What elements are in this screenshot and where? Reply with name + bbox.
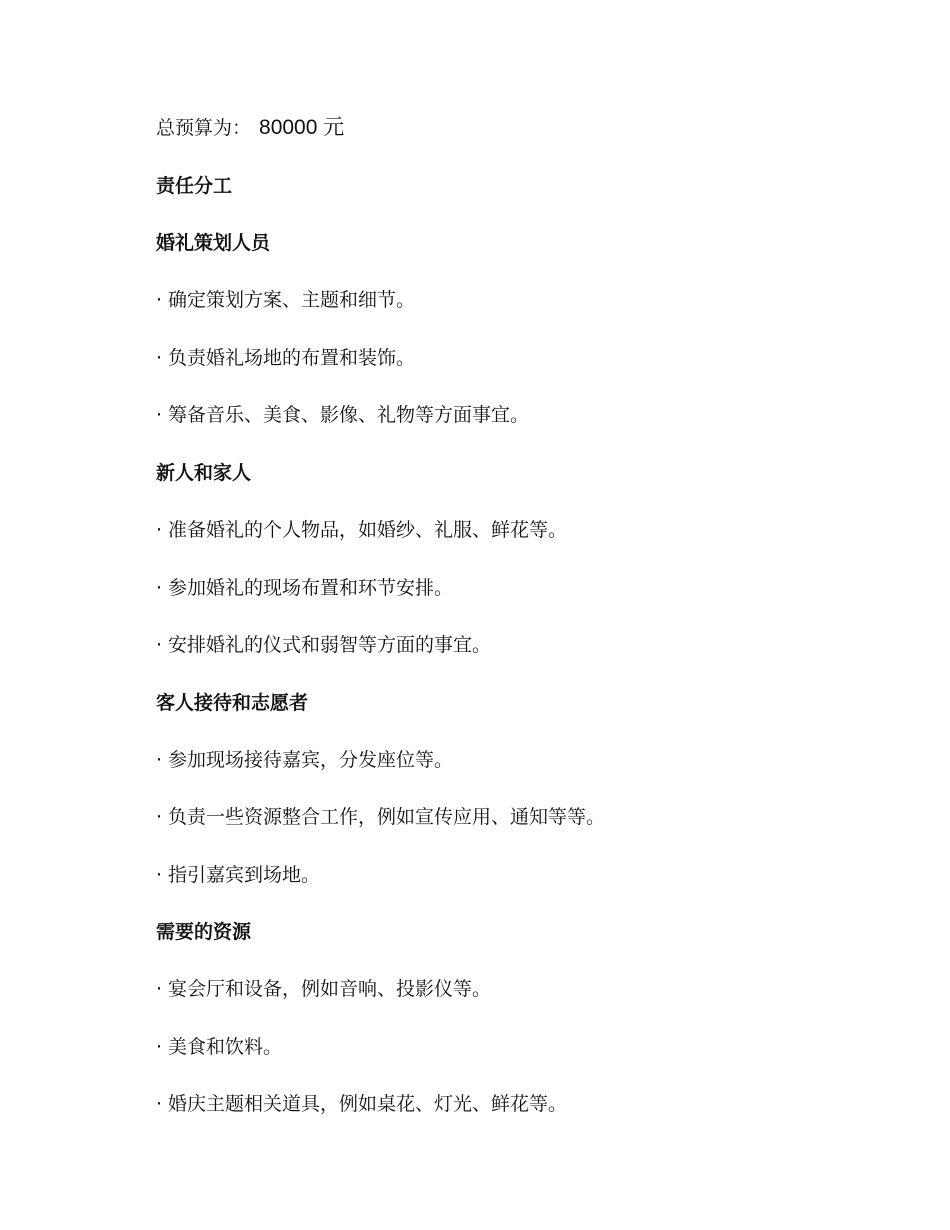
bullet: ·	[156, 519, 163, 541]
budget-value: 80000 元	[259, 116, 345, 139]
list-item	[156, 288, 415, 312]
list-item	[156, 863, 320, 887]
section-heading-planners: 婚礼策划人员	[156, 232, 271, 254]
section-heading-resources: 需要的资源	[156, 921, 252, 943]
list-item-text: 准备婚礼的个人物品，如婚纱、礼服、鲜花等。	[168, 519, 568, 541]
section-heading-guests-volunteers: 客人接待和志愿者	[156, 692, 309, 714]
bullet: ·	[156, 864, 163, 886]
section-heading-couple-family: 新人和家人	[156, 462, 252, 484]
list-item	[156, 977, 491, 1001]
bullet: ·	[156, 806, 163, 828]
budget-label: 总预算为：	[156, 117, 252, 139]
list-item	[156, 1035, 282, 1059]
bullet: ·	[156, 404, 163, 426]
bullet: ·	[156, 347, 163, 369]
list-item-text: 美食和饮料。	[168, 1036, 283, 1058]
list-item	[156, 346, 415, 370]
bullet: ·	[156, 634, 163, 656]
list-item	[156, 576, 453, 600]
list-item-text: 确定策划方案、主题和细节。	[168, 289, 416, 311]
list-item	[156, 805, 605, 829]
list-item-text: 参加婚礼的现场布置和环节安排。	[168, 577, 454, 599]
list-item-text: 负责婚礼场地的布置和装饰。	[168, 347, 416, 369]
bullet: ·	[156, 749, 163, 771]
list-item	[156, 518, 567, 542]
bullet: ·	[156, 978, 163, 1000]
list-item-text: 宴会厅和设备，例如音响、投影仪等。	[168, 978, 492, 1000]
list-item-text: 婚庆主题相关道具，例如桌花、灯光、鲜花等。	[168, 1093, 568, 1115]
bullet: ·	[156, 1036, 163, 1058]
list-item-text: 指引嘉宾到场地。	[168, 864, 321, 886]
list-item	[156, 633, 491, 657]
list-item-text: 筹备音乐、美食、影像、礼物等方面事宜。	[168, 404, 530, 426]
list-item-text: 参加现场接待嘉宾，分发座位等。	[168, 749, 454, 771]
list-item-text: 负责一些资源整合工作，例如宣传应用、通知等等。	[168, 806, 606, 828]
bullet: ·	[156, 289, 163, 311]
bullet: ·	[156, 577, 163, 599]
bullet: ·	[156, 1093, 163, 1115]
list-item-text: 安排婚礼的仪式和弱智等方面的事宜。	[168, 634, 492, 656]
list-item	[156, 1092, 567, 1116]
list-item	[156, 403, 529, 427]
list-item	[156, 748, 453, 772]
responsibility-title: 责任分工	[156, 175, 233, 197]
budget-line	[156, 116, 344, 140]
